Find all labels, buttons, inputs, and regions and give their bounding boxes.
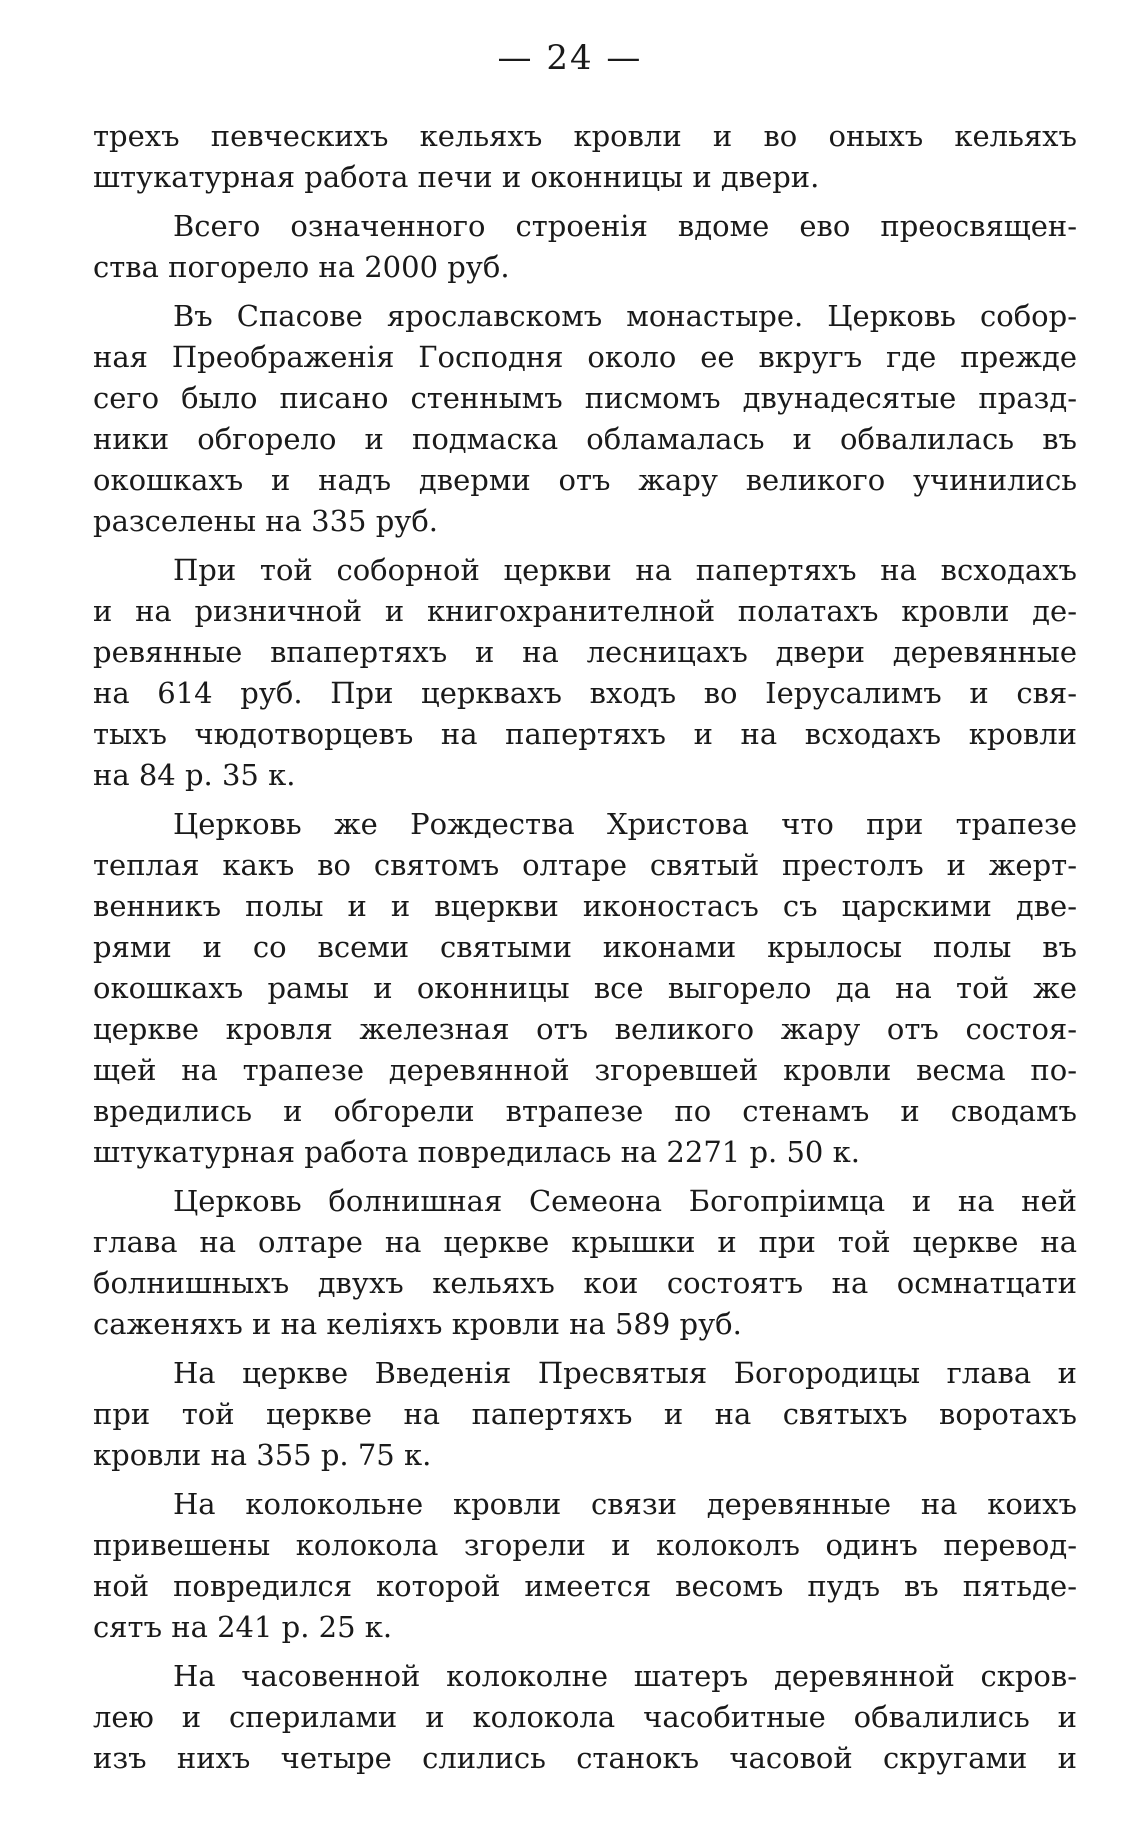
text-line: При той соборной церкви на папертяхъ на всходахъ	[173, 553, 1077, 587]
paragraph	[93, 296, 1077, 542]
text-line: болнишныхъ двухъ кельяхъ кои состоятъ на осмнатцати	[93, 1266, 1077, 1300]
text-line: разселены на 335 руб.	[93, 504, 438, 538]
text-line: привешены колокола згорели и колоколъ одинъ перевод-	[93, 1528, 1077, 1562]
text-line: при той церкве на папертяхъ и на святыхъ воротахъ	[93, 1397, 1077, 1431]
text-line: теплая какъ во святомъ олтаре святый престолъ и жерт-	[93, 848, 1077, 882]
text-line: штукатурная работа печи и оконницы и двери.	[93, 160, 820, 194]
text-line: ная Преображенія Господня около ее вкругъ где прежде	[93, 340, 1077, 374]
text-line: Въ Спасове ярославскомъ монастыре. Церковь собор-	[173, 299, 1077, 333]
text-line: церкве кровля железная отъ великого жару отъ состоя-	[93, 1012, 1077, 1046]
text-line: саженяхъ и на келіяхъ кровли на 589 руб.	[93, 1307, 742, 1341]
text-line: на 614 руб. При церквахъ входъ во Іерусалимъ и свя-	[93, 676, 1077, 710]
text-line: Церковь же Рождества Христова что при трапезе	[173, 807, 1077, 841]
text-line: ства погорело на 2000 руб.	[93, 250, 510, 284]
text-line: кровли на 355 р. 75 к.	[93, 1438, 432, 1472]
text-line: трехъ певческихъ кельяхъ кровли и во оныхъ кельяхъ	[93, 119, 1077, 153]
text-line: окошкахъ рамы и оконницы все выгорело да на той же	[93, 971, 1077, 1005]
text-line: лею и сперилами и колокола часобитные обвалились и	[93, 1700, 1077, 1734]
text-line: щей на трапезе деревянной згоревшей кровли весма по-	[93, 1053, 1077, 1087]
text-line: Всего означенного строенія вдоме ево преосвящен-	[173, 209, 1077, 243]
text-line: штукатурная работа повредилась на 2271 р. 50 к.	[93, 1135, 860, 1169]
text-line: тыхъ чюдотворцевъ на папертяхъ и на всходахъ кровли	[93, 717, 1077, 751]
text-line: изъ нихъ четыре слились станокъ часовой скругами и	[93, 1741, 1077, 1775]
paragraph	[93, 206, 1077, 288]
body-text	[93, 116, 1077, 1787]
paragraph	[93, 1181, 1077, 1345]
paragraph	[93, 1353, 1077, 1476]
text-line: глава на олтаре на церкве крышки и при той церкве на	[93, 1225, 1077, 1259]
text-line: сятъ на 241 р. 25 к.	[93, 1610, 393, 1644]
paragraph	[93, 804, 1077, 1173]
text-line: и на ризничной и книгохранителной полатахъ кровли де-	[93, 594, 1077, 628]
text-line: На часовенной колоколне шатеръ деревянной скров-	[173, 1659, 1077, 1693]
text-line: ной повредился которой имеется весомъ пудъ въ пятьде-	[93, 1569, 1077, 1603]
page-number: — 24 —	[497, 38, 643, 78]
text-line: ревянные впапертяхъ и на лесницахъ двери деревянные	[93, 635, 1077, 669]
text-line: На церкве Введенія Пресвятыя Богородицы глава и	[173, 1356, 1077, 1390]
paragraph	[93, 1656, 1077, 1779]
paragraph	[93, 550, 1077, 796]
paragraph	[93, 1484, 1077, 1648]
text-line: вредились и обгорели втрапезе по стенамъ и сводамъ	[93, 1094, 1077, 1128]
text-line: венникъ полы и и вцеркви иконостасъ съ царскими две-	[93, 889, 1077, 923]
text-line: На колокольне кровли связи деревянные на коихъ	[173, 1487, 1077, 1521]
text-line: рями и со всеми святыми иконами крылосы полы въ	[93, 930, 1077, 964]
text-line: на 84 р. 35 к.	[93, 758, 296, 792]
text-line: сего было писано стеннымъ писмомъ двунадесятые празд-	[93, 381, 1077, 415]
text-line: ники обгорело и подмаска обламалась и обвалилась въ	[93, 422, 1077, 456]
text-line: Церковь болнишная Семеона Богопріимца и на ней	[173, 1184, 1077, 1218]
text-line: окошкахъ и надъ дверми отъ жару великого учинились	[93, 463, 1077, 497]
paragraph	[93, 116, 1077, 198]
